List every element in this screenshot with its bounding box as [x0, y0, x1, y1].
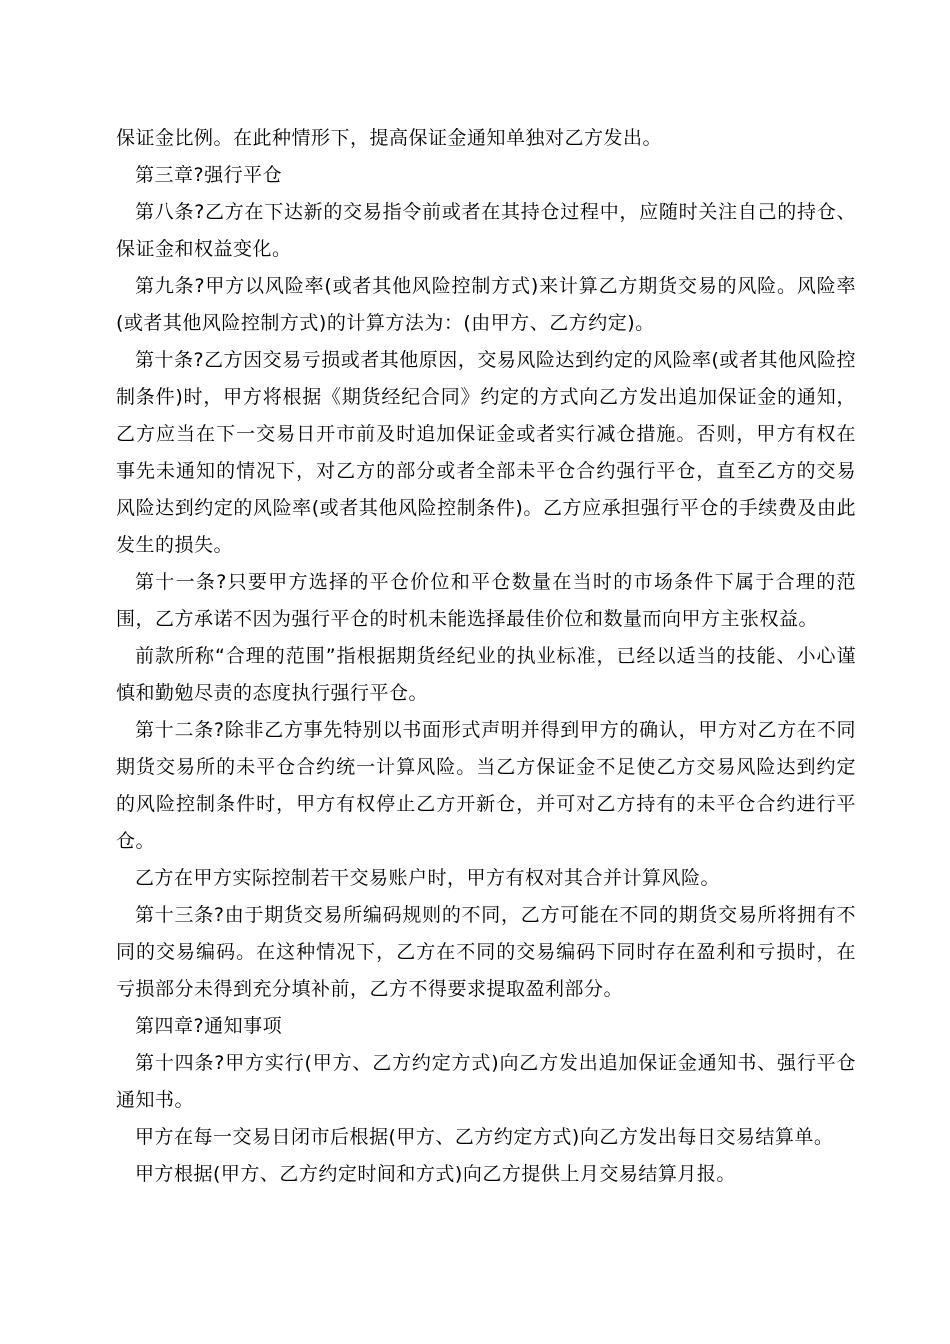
article-11-note: 前款所称“合理的范围”指根据期货经纪业的执业标准，已经以适当的技能、小心谨慎和勤勉尽责的态度执行强行平仓。: [116, 645, 856, 704]
chapter-heading-3: 第三章?强行平仓: [135, 164, 283, 186]
article-14-monthly-report: 甲方根据(甲方、乙方约定时间和方式)向乙方提供上月交易结算月报。: [135, 1163, 736, 1185]
paragraph-continuation: 保证金比例。在此种情形下，提高保证金通知单独对乙方发出。: [116, 127, 663, 149]
article-8: 第八条?乙方在下达新的交易指令前或者在其持仓过程中，应随时关注自己的持仓、保证金和权益变化。: [116, 201, 856, 260]
chapter-heading-4: 第四章?通知事项: [135, 1015, 283, 1037]
article-14-daily-statement: 甲方在每一交易日闭市后根据(甲方、乙方约定方式)向乙方发出每日交易结算单。: [135, 1126, 834, 1148]
article-13: 第十三条?由于期货交易所编码规则的不同，乙方可能在不同的期货交易所将拥有不同的交易编码。在这种情况下，乙方在不同的交易编码下同时存在盈利和亏损时，在亏损部分未得到充分填补前，乙方不得要求提取盈利部分。: [116, 904, 856, 1000]
article-14: 第十四条?甲方实行(甲方、乙方约定方式)向乙方发出追加保证金通知书、强行平仓通知书。: [116, 1052, 856, 1111]
article-10: 第十条?乙方因交易亏损或者其他原因，交易风险达到约定的风险率(或者其他风险控制条件)时，甲方将根据《期货经纪合同》约定的方式向乙方发出追加保证金的通知，乙方应当在下一交易日开市前及时追加保证金或者实行减仓措施。否则，甲方有权在事先未通知的情况下，对乙方的部分或者全部未平仓合约强行平仓，直至乙方的交易风险达到约定的风险率(或者其他风险控制条件)。乙方应承担强行平仓的手续费及由此发生的损失。: [116, 349, 856, 556]
article-12-note: 乙方在甲方实际控制若干交易账户时，甲方有权对其合并计算风险。: [135, 867, 721, 889]
article-12: 第十二条?除非乙方事先特别以书面形式声明并得到甲方的确认，甲方对乙方在不同期货交易所的未平仓合约统一计算风险。当乙方保证金不足使乙方交易风险达到约定的风险控制条件时，甲方有权停止乙方开新仓，并可对乙方持有的未平仓合约进行平仓。: [116, 719, 856, 852]
document-body: [116, 120, 856, 1193]
article-9: 第九条?甲方以风险率(或者其他风险控制方式)来计算乙方期货交易的风险。风险率(或者其他风险控制方式)的计算方法为：(由甲方、乙方约定)。: [116, 275, 856, 334]
article-11: 第十一条?只要甲方选择的平仓价位和平仓数量在当时的市场条件下属于合理的范围，乙方承诺不因为强行平仓的时机未能选择最佳价位和数量而向甲方主张权益。: [116, 571, 856, 630]
